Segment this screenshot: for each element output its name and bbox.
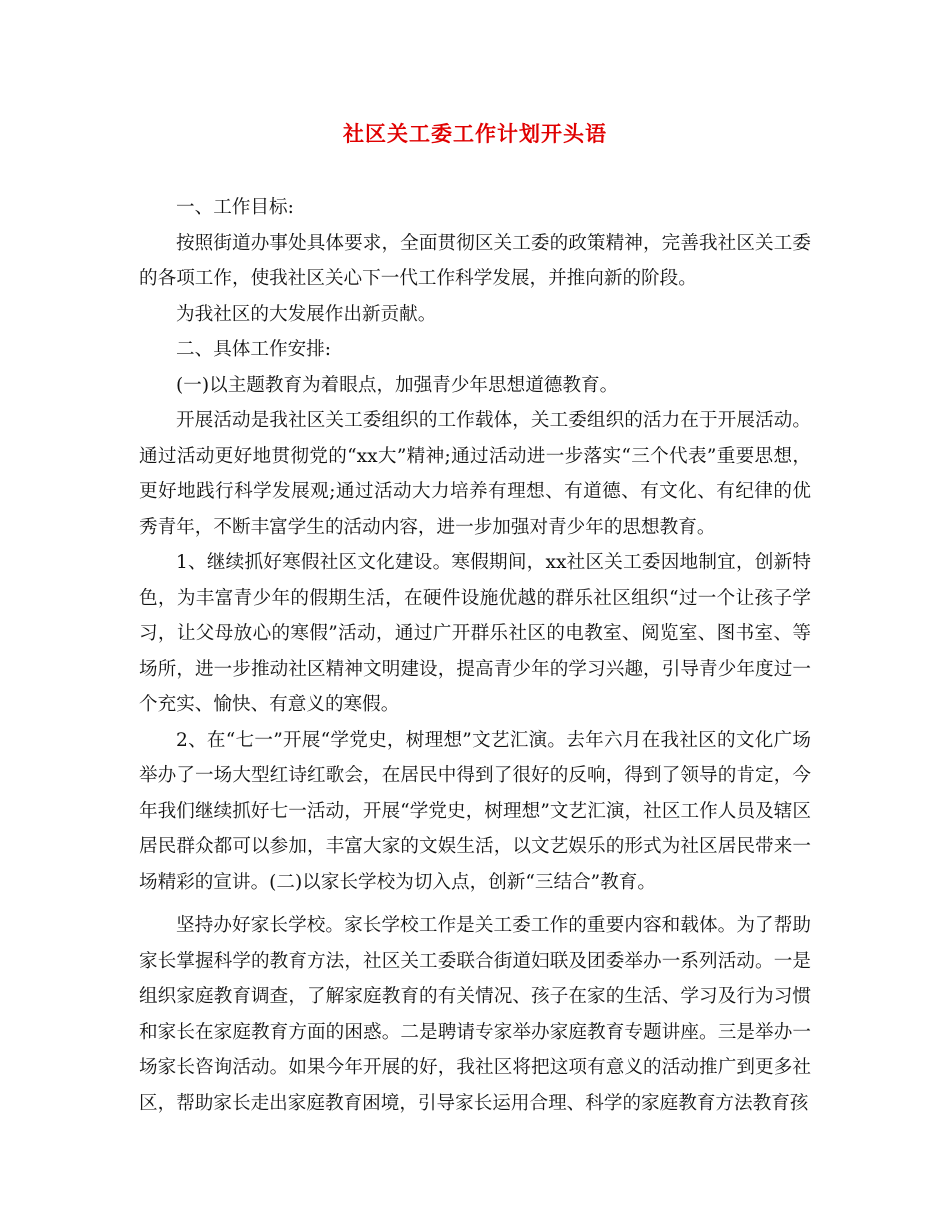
paragraph-winter-holiday: 1、继续抓好寒假社区文化建设。寒假期间，xx社区关工委因地制宜，创新特色，为丰富青少年的假期生活，在硬件设施优越的群乐社区组织“过一个让孩子学习，让父母放心的寒假”活动，通过广开群乐社区的电教室、阅览室、图书室、等场所，进一步推动社区精神文明建设，提高青少年的学习兴趣，引导青少年度过一个充实、愉快、有意义的寒假。 (139, 552, 811, 715)
section-heading-goals: 一、工作目标: (176, 197, 294, 218)
paragraph-contribution: 为我社区的大发展作出新贡献。 (176, 303, 437, 325)
paragraph-activities: 开展活动是我社区关工委组织的工作载体，关工委组织的活力在于开展活动。通过活动更好地贯彻党的“xx大”精神;通过活动进一步落实“三个代表”重要思想，更好地践行科学发展观;通过活动大力培养有理想、有道德、有文化、有纪律的优秀青年，不断丰富学生的活动内容，进一步加强对青少年的思想教育。 (139, 410, 811, 538)
section-heading-arrangements: 二、具体工作安排: (176, 339, 332, 360)
paragraph-parent-school: 坚持办好家长学校。家长学校工作是关工委工作的重要内容和载体。为了帮助家长掌握科学的教育方法，社区关工委联合街道妇联及团委举办一系列活动。一是组织家庭教育调查，了解家庭教育的有关情况、孩子在家的生活、学习及行为习惯和家长在家庭教育方面的困惑。二是聘请专家举办家庭教育专题讲座。三是举办一场家长咨询活动。如果今年开展的好，我社区将把这项有意义的活动推广到更多社区，帮助家长走出家庭教育困境，引导家长运用合理、科学的家庭教育方法教育孩 (139, 915, 811, 1114)
document-body (139, 190, 811, 1121)
paragraph-goals-detail: 按照街道办事处具体要求，全面贯彻区关工委的政策精神，完善我社区关工委的各项工作，使我社区关心下一代工作科学发展，并推向新的阶段。 (139, 232, 811, 289)
paragraph-july-first: 2、在“七一”开展“学党史，树理想”文艺汇演。去年六月在我社区的文化广场举办了一场大型红诗红歌会，在居民中得到了很好的反响，得到了领导的肯定，今年我们继续抓好七一活动，开展“学党史，树理想”文艺汇演，社区工作人员及辖区居民群众都可以参加，丰富大家的文娱生活，以文艺娱乐的形式为社区居民带来一场精彩的宣讲。(二)以家长学校为切入点，创新“三结合”教育。 (139, 729, 811, 893)
subsection-heading-theme-education: (一)以主题教育为着眼点，加强青少年思想道德教育。 (176, 374, 619, 396)
document-title: 社区关工委工作计划开头语 (343, 121, 607, 146)
